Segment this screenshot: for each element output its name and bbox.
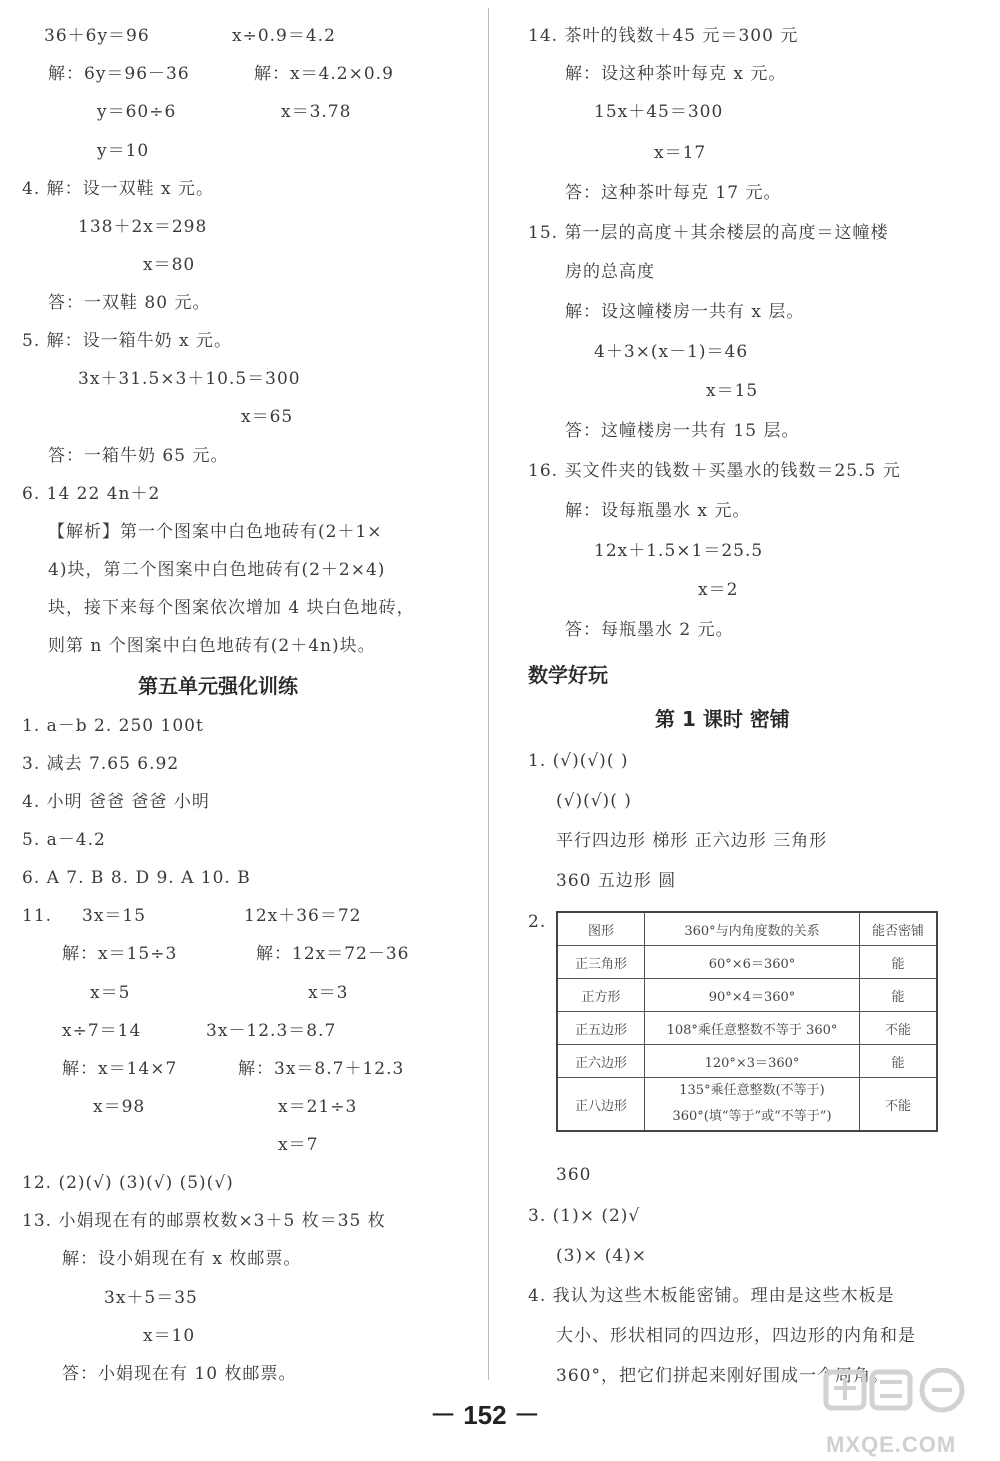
eq-line: x＝80 [143, 255, 196, 275]
answer-line: 14. 茶叶的钱数＋45 元＝300 元 [528, 26, 799, 46]
answer-line: 15. 第一层的高度＋其余楼层的高度＝这幢楼 [528, 223, 889, 243]
eq-line: x＝7 [278, 1135, 319, 1155]
analysis-line: 4)块，第二个图案中白色地砖有(2＋2×4) [48, 560, 386, 580]
answer-line: 5. 解：设一箱牛奶 x 元。 [22, 331, 233, 351]
eq-line: x＝3.78 [281, 102, 352, 122]
answer-line: 答：一箱牛奶 65 元。 [48, 446, 229, 466]
lesson-title: 第 1 课时 密铺 [655, 707, 790, 731]
table-cell: 正八边形 [557, 1078, 645, 1132]
answer-line: 解：设这幢楼房一共有 x 层。 [565, 302, 805, 322]
answer-line: 4. 解：设一双鞋 x 元。 [22, 179, 215, 199]
answer-line: 1. a－b 2. 250 100t [22, 716, 204, 736]
eq-line: 138＋2x＝298 [78, 217, 208, 237]
section-title: 数学好玩 [528, 663, 608, 687]
analysis-line: 则第 n 个图案中白色地砖有(2＋4n)块。 [48, 636, 376, 656]
answer-line: 360 五边形 圆 [556, 871, 677, 891]
answer-line: 13. 小娟现在有的邮票枚数×3＋5 枚＝35 枚 [22, 1211, 386, 1231]
eq-line: x÷0.9＝4.2 [232, 26, 336, 46]
page-number: － 152 － [430, 1400, 540, 1430]
answer-line: 2. [528, 912, 547, 932]
answer-line: 4. 我认为这些木板能密铺。理由是这些木板是 [528, 1286, 895, 1306]
answer-line: 16. 买文件夹的钱数＋买墨水的钱数＝25.5 元 [528, 461, 901, 481]
eq-line: 解：3x＝8.7＋12.3 [238, 1059, 405, 1079]
eq-line: 3x＋31.5×3＋10.5＝300 [78, 369, 301, 389]
table-cell-line: 360°(填“等于”或“不等于”) [672, 1109, 832, 1124]
table-row [557, 1012, 937, 1045]
eq-line: y＝60÷6 [97, 102, 177, 122]
table-cell: 不能 [860, 1012, 938, 1045]
answer-line: 360°，把它们拼起来刚好围成一个周角。 [556, 1366, 889, 1386]
answer-line: 房的总高度 [565, 262, 655, 282]
table-row [557, 1078, 937, 1132]
table-cell: 能 [860, 979, 938, 1012]
analysis-line: 【解析】第一个图案中白色地砖有(2＋1× [48, 522, 383, 542]
table-row [557, 979, 937, 1012]
answer-line: 1. (√)(√)( ) [528, 751, 629, 771]
answer-line: 4. 小明 爸爸 爸爸 小明 [22, 792, 210, 812]
eq-line: x＝98 [93, 1097, 146, 1117]
eq-line: 3x＝15 [82, 906, 147, 926]
answer-line: 答：每瓶墨水 2 元。 [565, 620, 734, 640]
table-row [557, 1045, 937, 1078]
answer-line: 3. (1)× (2)√ [528, 1206, 641, 1226]
answer-line: 答：这幢楼房一共有 15 层。 [565, 421, 800, 441]
eq-line: 12x＋36＝72 [244, 906, 362, 926]
answer-line: 答：小娟现在有 10 枚邮票。 [62, 1364, 297, 1384]
tessellation-table [556, 911, 938, 1132]
answer-line: (√)(√)( ) [556, 791, 632, 811]
table-cell: 90°×4＝360° [645, 979, 860, 1012]
eq-line: 3x＋5＝35 [104, 1288, 198, 1308]
eq-line: 36＋6y＝96 [44, 26, 150, 46]
eq-line: 解：x＝4.2×0.9 [254, 64, 394, 84]
eq-line: x＝3 [308, 983, 349, 1003]
answer-line: 解：设小娟现在有 x 枚邮票。 [62, 1249, 302, 1269]
table-cell-line: 135°乘任意整数(不等于) [679, 1083, 825, 1098]
eq-line: y＝10 [97, 141, 150, 161]
table-cell: 正六边形 [557, 1045, 645, 1078]
eq-line: 解：12x＝72－36 [256, 944, 410, 964]
table-cell: 能 [860, 946, 938, 979]
eq-line: x＝15 [706, 381, 759, 401]
eq-line: 解：x＝14×7 [62, 1059, 178, 1079]
answer-line: 解：设这种茶叶每克 x 元。 [565, 64, 787, 84]
table-header: 360°与内角度数的关系 [645, 912, 860, 946]
eq-line: x÷7＝14 [62, 1021, 142, 1041]
answer-line: 11. [22, 906, 53, 926]
eq-line: x＝2 [698, 580, 739, 600]
answer-line: 6. A 7. B 8. D 9. A 10. B [22, 868, 251, 888]
table-cell: 正五边形 [557, 1012, 645, 1045]
eq-line: x＝10 [143, 1326, 196, 1346]
answer-line: 答：一双鞋 80 元。 [48, 293, 211, 313]
eq-line: 解：x＝15÷3 [62, 944, 178, 964]
eq-line: x＝17 [654, 143, 707, 163]
eq-line: x＝5 [90, 983, 131, 1003]
table-header: 能否密铺 [860, 912, 938, 946]
answer-line: 平行四边形 梯形 正六边形 三角形 [556, 831, 828, 851]
eq-line: 4＋3×(x－1)＝46 [594, 342, 749, 362]
table-cell: 108°乘任意整数不等于 360° [645, 1012, 860, 1045]
answer-line: 大小、形状相同的四边形，四边形的内角和是 [556, 1326, 916, 1346]
answer-line: 解：设每瓶墨水 x 元。 [565, 501, 751, 521]
eq-line: 3x－12.3＝8.7 [206, 1021, 337, 1041]
answer-line: 答：这种茶叶每克 17 元。 [565, 183, 782, 203]
watermark-text: MXQE.COM [826, 1432, 957, 1457]
answer-line: (3)× (4)× [556, 1246, 648, 1266]
table-cell: 正方形 [557, 979, 645, 1012]
answer-line: 6. 14 22 4n＋2 [22, 484, 161, 504]
table-cell: 不能 [860, 1078, 938, 1132]
table-header-row [557, 912, 937, 946]
analysis-line: 块，接下来每个图案依次增加 4 块白色地砖， [48, 598, 415, 618]
answer-line: 12. (2)(√) (3)(√) (5)(√) [22, 1173, 234, 1193]
table-cell: 60°×6＝360° [645, 946, 860, 979]
table-cell: 正三角形 [557, 946, 645, 979]
table-cell: 能 [860, 1045, 938, 1078]
table-cell: 120°×3＝360° [645, 1045, 860, 1078]
column-divider [488, 8, 489, 1380]
answer-line: 360 [556, 1165, 592, 1185]
eq-line: x＝21÷3 [278, 1097, 358, 1117]
table-header: 图形 [557, 912, 645, 946]
eq-line: x＝65 [241, 407, 294, 427]
eq-line: 15x＋45＝300 [594, 102, 724, 122]
eq-line: 解：6y＝96－36 [48, 64, 190, 84]
eq-line: 12x＋1.5×1＝25.5 [594, 541, 764, 561]
table-cell [645, 1078, 860, 1132]
table-row [557, 946, 937, 979]
answer-line: 5. a－4.2 [22, 830, 106, 850]
answer-line: 3. 减去 7.65 6.92 [22, 754, 180, 774]
section-title: 第五单元强化训练 [138, 674, 298, 698]
